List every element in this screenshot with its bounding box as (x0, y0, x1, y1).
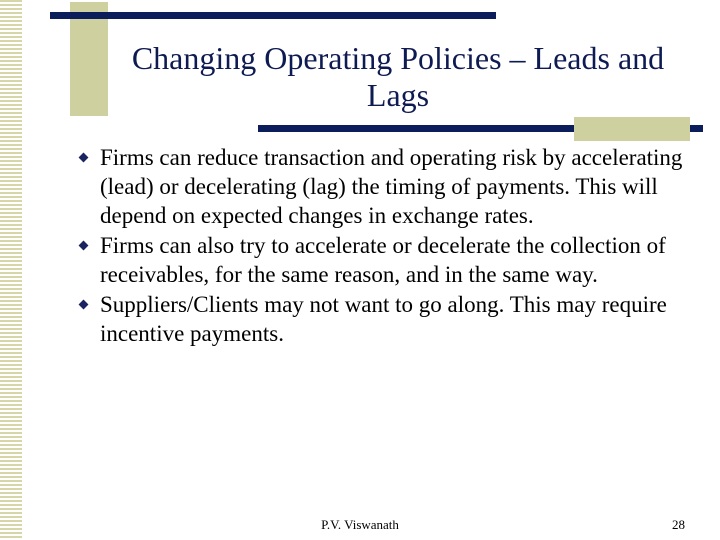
bullet-text: Firms can also try to accelerate or decelerate the collection of receivables, for the same reason, and in the same way. (100, 233, 666, 287)
bullet-text: Firms can reduce transaction and operating risk by accelerating (lead) or decelerating (lag) the timing of payments. This will depend on expected changes in exchange rates. (100, 145, 683, 228)
footer-author: P.V. Viswanath (321, 517, 399, 532)
diamond-bullet-icon (79, 241, 89, 251)
diamond-bullet-icon (79, 153, 89, 163)
bullet-list (78, 143, 698, 349)
bullet-item (78, 290, 698, 348)
bullet-text: Suppliers/Clients may not want to go along. This may require incentive payments. (100, 292, 667, 346)
slide-number: 28 (672, 517, 685, 532)
right-olive-accent-block (574, 117, 690, 141)
diamond-bullet-icon (79, 300, 89, 310)
bullet-item (78, 143, 698, 230)
bullet-item (78, 231, 698, 289)
title-top-accent-bar (50, 12, 496, 19)
slide-title: Changing Operating Policies – Leads and Lags (131, 40, 665, 113)
left-stripe-decoration (0, 0, 22, 540)
title-olive-accent-block (70, 2, 108, 116)
